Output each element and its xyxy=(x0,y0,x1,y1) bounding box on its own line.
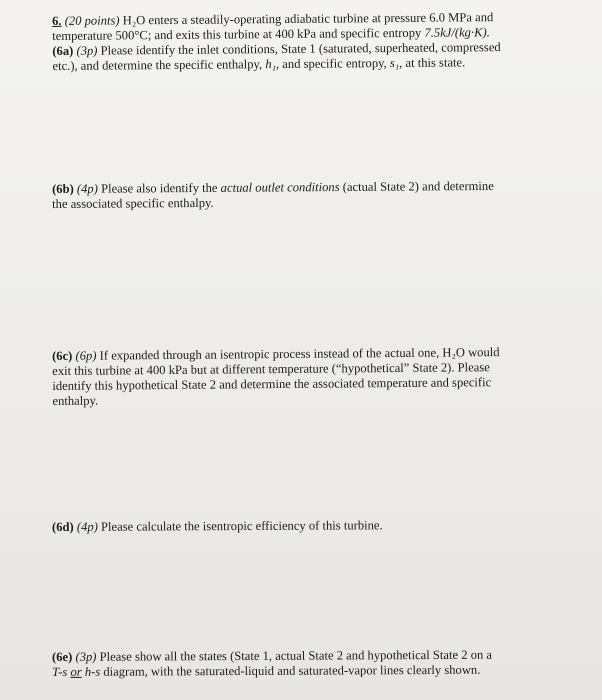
part-e-points: (3p) xyxy=(75,649,97,664)
part-e-text-2: diagram, with the saturated-liquid and saturated-vapor lines clearly shown. xyxy=(100,662,481,679)
entropy-value: 7.5kJ/(kg·K). xyxy=(424,25,490,40)
problem-intro-line-1: H₂O enters a steadily-operating adiabatic turbine at pressure 6.0 MPa and xyxy=(119,10,494,28)
problem-number: 6. xyxy=(52,13,62,28)
problem-6-statement xyxy=(52,9,573,74)
part-d-line-1 xyxy=(52,517,572,535)
part-e xyxy=(52,647,572,680)
part-a-text-2c: , at this state. xyxy=(399,55,466,70)
part-b xyxy=(52,178,572,212)
part-c-line-2: exit this turbine at 400 kPa but at different temperature (“hypothetical” State 2). Please xyxy=(52,360,490,378)
enthalpy-symbol-h1: h₁ xyxy=(265,57,277,72)
part-b-emphasis: actual outlet conditions xyxy=(220,179,340,195)
part-c-label: (6c) xyxy=(52,348,73,363)
part-a-points: (3p) xyxy=(76,43,98,58)
part-a-text-1: Please identify the inlet conditions, State 1 (saturated, superheated, compressed xyxy=(97,40,501,58)
part-c-points: (6p) xyxy=(75,348,97,363)
part-e-label: (6e) xyxy=(52,649,73,664)
ts-diagram-label: T-s xyxy=(52,664,68,679)
entropy-symbol-s1: s₁ xyxy=(389,55,400,71)
part-b-text-1b: (actual State 2) and determine xyxy=(339,178,494,194)
part-d-label: (6d) xyxy=(52,519,74,534)
part-a-line-2 xyxy=(52,54,572,74)
part-b-line-2: the associated specific enthalpy. xyxy=(52,195,214,211)
part-b-points: (4p) xyxy=(76,181,98,196)
part-d xyxy=(52,517,572,535)
part-c-line-4: enthalpy. xyxy=(52,393,99,408)
part-a-text-2b: , and specific entropy, xyxy=(275,56,390,72)
part-c-text-1: If expanded through an isentropic process instead of the actual one, H₂O would xyxy=(96,345,500,363)
part-c-line-3: identify this hypothetical State 2 and determine the associated temperature and specific xyxy=(52,375,492,393)
or-text: or xyxy=(70,664,82,679)
part-e-line-2 xyxy=(52,662,572,680)
part-a-label: (6a) xyxy=(52,43,74,58)
part-a-text-2a: etc.), and determine the specific enthalpy, xyxy=(52,57,266,73)
part-b-label: (6b) xyxy=(52,181,74,196)
hs-diagram-label: h-s xyxy=(84,664,101,679)
problem-intro-line-2: temperature 500°C; and exits this turbine at 400 kPa and specific entropy xyxy=(52,25,425,43)
part-c xyxy=(52,344,573,409)
part-d-text-1: Please calculate the isentropic efficiency of this turbine. xyxy=(97,518,383,534)
part-b-text-1a: Please also identify the xyxy=(97,180,221,196)
problem-points: (20 points) xyxy=(64,13,120,28)
part-e-text-1: Please show all the states (State 1, actual State 2 and hypothetical State 2 on a xyxy=(96,647,493,664)
part-d-points: (4p) xyxy=(76,519,98,534)
